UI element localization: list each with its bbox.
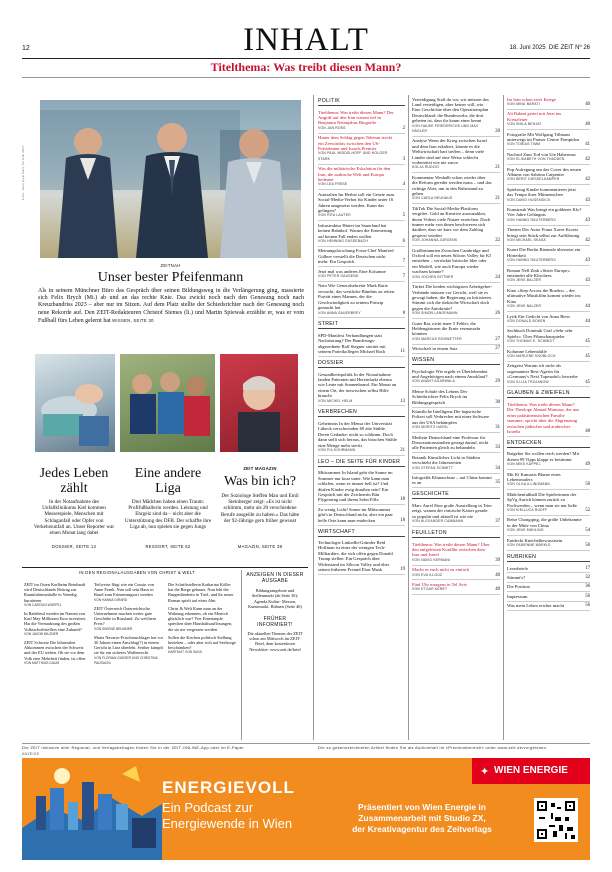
toc-entry-text: Kunst Die Berlin Biennale übersetzt ein Hörterkeit <box>507 247 581 258</box>
toc-entry[interactable] <box>412 173 500 204</box>
toc-entry-author: VON FIA KOHRMANN <box>318 448 356 452</box>
toc-entry-text: Stimmt's? <box>507 574 526 580</box>
regional-col2 <box>94 582 164 669</box>
toc-entry[interactable] <box>507 347 590 362</box>
toc-entry[interactable] <box>412 319 500 345</box>
toc-entry-author: VON ILLIJA TROJANOW <box>507 379 549 384</box>
toc-entry-text: Spielzeug Kinder kommentieren jetzt das Tempo ihrer Mitmenschen <box>507 186 576 198</box>
toc-entry[interactable] <box>318 505 405 525</box>
column-politik <box>318 95 405 575</box>
toc-entry-page: 33 <box>495 445 500 451</box>
toc-entry-text: Macht es euch nicht zu einfach <box>412 567 470 573</box>
toc-entry-page: 17 <box>585 565 590 571</box>
toc-entry-text: Sachbuch Dominik Graf »Sehr sehr Spiele«. Über Filmschauspieler <box>507 328 573 339</box>
toc-entry-page: 7 <box>402 259 405 265</box>
teaser3-text: Der Soziologe Steffen Mau und Emil Steinberger zeigt: »Es ist nicht schlimm, mehr als 20 verschiedene Berufe ausgeübt zu haben.« Das hätte der 92-Jährige gern früher gewusst <box>220 493 300 524</box>
toc-entry[interactable] <box>412 345 500 354</box>
toc-entry-author: VON MICHEL HELM <box>318 398 353 403</box>
toc-entry[interactable] <box>507 490 590 516</box>
toc-entry-author: VON ANANT AGARWALA <box>412 379 455 384</box>
toc-entry-page: 2 <box>402 125 405 131</box>
toc-entry[interactable] <box>507 206 590 226</box>
toc-entry[interactable] <box>507 536 590 551</box>
regional-col3 <box>168 582 236 659</box>
toc-entry-text: Was mein Leben reicher macht <box>507 603 565 609</box>
column-feuilleton <box>507 95 590 611</box>
toc-entry-author: VON JOHANNA JÜRGENS <box>412 238 458 243</box>
newsletter-text[interactable]: Die aktuellen Themen der ZEIT schon am Mittwoch im ZEIT-Brief, dem kostenlosen Newsletter: www.zeit.de/brief <box>247 630 303 652</box>
toc-entry-text: Infrastruktur Hinter im Sauerland hat keinen Bahnhof. Warum die Erneuerung auf keinen Fall enden wollen <box>318 222 393 239</box>
toc-entry-page: 45 <box>585 379 590 385</box>
regional-item[interactable]: ZEIT Schweiz Die bilateralen Abkommen zwischen der Schweiz und der EU stehen. Ob sie vor dem Volk eine Mehrheit finden, ist offen VON MATTHIAS DAUM <box>24 640 86 665</box>
toc-entry-author: VON BERIT DIESSELKÄMPER <box>507 177 560 182</box>
toc-entry-text: Technologie LinkedIn-Gründer Reid Hoffman ist einer der wenigen Tech-Milliardäre, die sich offen gegen Donald Trump stellen. Ein Gespräch über Widerstand im Silicon Valley und über seinen früheren Freund Elon Musk <box>318 540 393 573</box>
toc-entry[interactable] <box>507 246 590 266</box>
toc-entry-text: Titelthema: Was treibt diesen Mann? Der Angriff auf den Iran warum tief in Benjamin Netanjahus Biografie <box>318 109 394 126</box>
section-streit-heading: STREIT <box>318 321 405 329</box>
toc-entry[interactable] <box>507 266 590 286</box>
toc-entry-author: VON DONALD BOKEN <box>507 318 546 323</box>
toc-entry[interactable] <box>318 469 405 505</box>
teaser3-magazine: ZEIT MAGAZIN <box>243 466 277 471</box>
toc-entry[interactable] <box>507 450 590 470</box>
toc-entry-page: 36 <box>585 584 590 590</box>
toc-entry-page: 4 <box>402 182 405 188</box>
toc-entry-page: 52 <box>585 508 590 514</box>
section-politik-heading: POLITIK <box>318 98 405 106</box>
toc-entry-page: 44 <box>585 318 590 324</box>
toc-entry-text: Roman Nell Zink »Sister Europe« entzündet alle Klischees <box>507 267 570 279</box>
lead-body: Als in seinem Münchner Büro das Gespräch über seinen Bildungsweg in die Verlängerung ging, massierte sich Felix Brych (Mi.) ab und an das rechte Knie. Das zwickt noch nach den Genesung noch nach Kreuzbandriss 2023 – aber nur im Sitzen. Auf dem Platz stellte der Schiedsrichter nach der Genesung noch neue Rekorde auf. Den ZEIT-Redakteuren Christof Siemes (li.) und Martin Spiewak erzählte er, was er vom Fußball fürs Leben gelernt hat <box>38 288 304 324</box>
toc-entry-text: Australien Im Herbst soll ein Gesetz zum Social-Media-Verbot für Kinder unter 16 Jahren umgesetzt werden. Kann das gelingen? <box>318 191 395 213</box>
toc-entry-page: 22 <box>495 238 500 244</box>
toc-entry-page: 43 <box>585 258 590 264</box>
toc-entry-page: 48 <box>585 429 590 434</box>
regional-item[interactable]: Sollen die Kirchen politisch Stellung beziehen – oder aber sich auf Seelsorge beschränken? HARTMUT VON SASS <box>168 634 236 655</box>
toc-entry-page: 3 <box>402 156 405 162</box>
toc-entry[interactable] <box>507 564 590 573</box>
toc-entry-text: Guter Rat, nicht teuer 5 Fehler, die Heldengärtnern die Ernte vermasseln könnten <box>412 320 481 337</box>
teaser3-photo <box>220 354 298 452</box>
toc-entry-page: 30 <box>495 399 500 405</box>
toc-entry-author: VON HANNO RAUTERBERG <box>507 258 557 263</box>
toc-entry[interactable] <box>507 165 590 185</box>
issue-info <box>510 45 590 51</box>
toc-entry-page: 7 <box>402 274 405 280</box>
toc-entry-author: VON HANNO RAUTERBERG <box>507 217 557 222</box>
toc-entry[interactable] <box>412 367 500 387</box>
toc-entry-text: Impressum <box>507 593 528 599</box>
toc-entry[interactable] <box>318 267 405 282</box>
toc-entry-page: 32 <box>585 574 590 580</box>
issue-date: 18. Juni 2025 <box>509 45 546 51</box>
toc-entry-text: Jetzt mal was anderes Eine Kolumne <box>318 268 386 274</box>
toc-entry-text: Lyrik Ein Gedicht von Anna Biers <box>507 313 570 319</box>
toc-entry-author: VON THOMAS E. SCHMIDT <box>507 339 555 344</box>
toc-entry-author: VON ETGAR KERET <box>412 587 448 592</box>
toc-entry-page: 21 <box>400 448 405 453</box>
toc-entry-page: 37 <box>495 519 500 525</box>
lead-tag: ZEITNAH <box>160 263 181 268</box>
toc-entry-text: Meine Schule des Lebens Der Schiedsrichter Felix Brych im Bildungsgespräch <box>412 388 468 405</box>
teaser2-text: Drei Mädchen haben einen Traum: Profifußballerin werden. Leistung und Ehrgeiz sind da – nicht aber die Unterstützung des DFB. Der schaffte ihre Liga ab, nun spielen sie gegen Jungs <box>124 499 212 530</box>
toc-entry-page: 21 <box>495 196 500 202</box>
toc-entry-page: 18 <box>400 497 405 503</box>
toc-entry[interactable] <box>412 566 500 581</box>
toc-entry-author: VON MIKE KAPPEL <box>507 462 541 467</box>
toc-entry-author: VON SHILA BEHJAT <box>507 122 542 127</box>
toc-entry[interactable] <box>318 108 405 134</box>
toc-entry-text: Botanik Künstliches Licht in Städten verschiebt die Jahreszeiten <box>412 454 480 466</box>
toc-entry[interactable] <box>507 583 590 592</box>
toc-entry-author: VON MORITZ HAESL <box>412 425 449 430</box>
lead-photo-credit: Foto: Jens Gyarmaty für DIE ZEIT <box>21 145 25 200</box>
toc-entry-page: 40 <box>495 587 500 593</box>
toc-entry[interactable] <box>318 282 405 318</box>
section-wirtschaft-heading: WIRTSCHAFT <box>318 529 405 537</box>
toc-entry-text: Psychologie Wie ergeht es Überlebenden und Angehörigen nach einem Amoklauf? <box>412 368 488 379</box>
toc-entry-author: VON CARLA NEUHAUS <box>412 196 453 201</box>
toc-entry-text: Im Iran schon zwei Kriege <box>507 96 556 102</box>
toc-entry-text: Leserbriefe <box>507 565 528 571</box>
toc-entry-text: Geheimnis In der Mensa der Universität Lübeck verschwinden 69 alte Stühle. Deren Gedanke: nicht so schlimm. Doch dann stellt sich heraus, das bisschen Stühle eine Menge mehr steckt <box>318 420 397 448</box>
teaser2-headline[interactable]: Eine andere Liga <box>134 466 202 496</box>
toc-entry-page: 45 <box>585 339 590 345</box>
toc-entry-text: Kunstraub Was bringt ein goldenes Klo? Vier Jahre Gefängnis <box>507 207 582 218</box>
toc-entry-text: Fotografie Mit Wolfgang Tillmans unterwegs im Pariser Centre Pompidou <box>507 131 580 142</box>
toc-entry-page: 49 <box>585 462 590 468</box>
toc-entry[interactable] <box>412 540 500 566</box>
teaser3-ref[interactable]: MAGAZIN, SEITE 38 <box>237 544 283 549</box>
toc-entry-author: VON MINU BARATI <box>507 101 540 106</box>
toc-entry-page: 21 <box>495 165 500 171</box>
toc-entry-text: Entdeckt Knöchelbewusstsein <box>507 537 563 543</box>
toc-entry-page: 8 <box>402 310 405 316</box>
toc-entry-page: 11 <box>400 349 405 355</box>
toc-entry-author: VON FABIENNE MÄRKLE <box>507 543 551 548</box>
toc-entry-author: VON ANNA SAUERBREY <box>318 310 361 315</box>
toc-entry-text: Titelthema: Was treibt diesen Mann? Die Theologe Ahmad Mansour, der aus einer palästinensischen Familie stammte, spricht über die Abgrenzung zwischen jüdischer und arabischer Israelis <box>507 401 580 434</box>
toc-entry-page: 13 <box>400 398 405 404</box>
toc-entry-text: Gesundheitspolitik In der Notaufnahme landen Patienten mit Herzinfarkt ebenso wie Leute mit Sonnenbrand. Ein Monat an einem Ort, der inzwischen selbst Hilfe braucht <box>318 371 397 399</box>
section-leo-heading: LEO – DIE SEITE FÜR KINDER <box>318 459 405 467</box>
toc-entry[interactable] <box>412 204 500 246</box>
advertisement[interactable] <box>22 758 590 860</box>
toc-entry-text: Wirtschaft in einem Satz <box>412 346 458 352</box>
anzeigen-heading: ANZEIGEN IN DIESER AUSGABE <box>246 572 304 584</box>
toc-entry[interactable] <box>507 110 590 130</box>
toc-entry[interactable] <box>507 312 590 327</box>
section-wissen-heading: WISSEN <box>412 357 500 365</box>
toc-entry-page: 29 <box>495 379 500 385</box>
section-dossier-heading: DOSSIER <box>318 360 405 368</box>
page-title: INHALT <box>243 22 369 58</box>
toc-entry-text: Künstliche Intelligenz Die hapsrische Polizei soll Verbrecher mit einer Software aus der USA bekämpfen <box>412 409 490 425</box>
toc-entry-author: VON STEFAN SCHMITT <box>412 465 454 470</box>
toc-entry[interactable] <box>507 185 590 205</box>
regional-col1 <box>24 582 90 669</box>
toc-entry[interactable] <box>507 130 590 150</box>
toc-entry-text: Infografik Klimaschutz – auf China kommt es an <box>412 475 492 486</box>
teaser3-headline[interactable]: Was bin ich? <box>224 474 296 489</box>
toc-entry-page: 50 <box>585 482 590 488</box>
toc-entry-author: VON MICHAEL SKASA <box>507 238 546 243</box>
toc-entry-page: 40 <box>585 101 590 107</box>
toc-entry-text: Zu wenig Licht! Sonne im Mittsommer gibt's in Deutschland nicht, aber ein paar helle Orte kann man entdecken <box>318 506 393 523</box>
ad-brand: WIEN ENERGIE <box>494 765 568 776</box>
toc-entry[interactable] <box>412 95 500 137</box>
toc-entry-author: VON HAUKE FRIEDERICHS UND MAX HÄGLER <box>412 123 479 133</box>
toc-entry-author: VON LEA FRESE <box>318 182 348 187</box>
toc-entry-text: Pop Aufregung um das Cover des neuen Albums von Sabrina Carpenter <box>507 166 581 177</box>
toc-entry-text: Die Position <box>507 584 530 590</box>
ad-title: ENERGIEVOLL <box>162 778 295 797</box>
toc-entry-text: SPD-Manifest Verhandlungen statt Nachrüstung? Der Bundestags-abgeordnete Ralf Stegner streitet mit seinem Parteikollegen Michael Roth <box>318 332 386 355</box>
toc-entry-text: Theater Der Autor Franz Xaver Kroetz bringt sein Stück selbst zur Aufführung <box>507 227 580 238</box>
teaser2-ref[interactable]: RESSORT, SEITE 52 <box>145 544 191 549</box>
toc-entry-text: Kolumne Lebenshilfe <box>507 348 547 354</box>
toc-entry[interactable] <box>318 247 405 267</box>
toc-entry-page: 27 <box>495 346 500 352</box>
teaser1-text: In der Notaufnahme des Unfallklinikums Kiel kommen Messerspiele, Menschen mit Schlaganfall oder Opfer von Verkehrsunfall an. Unser Reporter war einen Monat lang dabei <box>33 499 115 537</box>
toc-entry-author: VON MARCUS ROHWETTER <box>412 336 462 341</box>
toc-entry-page: 43 <box>585 278 590 284</box>
toc-entry[interactable] <box>507 362 590 388</box>
toc-entry-text: Kommentar Weshalb schon wieder über die Reform geredet werden muss – und das richtige Alter, um in den Ruhestand zu gehen <box>412 174 492 196</box>
toc-entry-author: VON ALEXANDER CAMMANN <box>412 519 464 524</box>
column-wirtschaft <box>412 95 500 595</box>
toc-entry-text: Medizin Deutschland eine Professur für Dissoziationsstudien getragt darauf, nicht alle Patienten gleich zu behandeln <box>412 434 489 451</box>
toc-entry-author: VON NAVID KERMANI <box>412 557 451 562</box>
ad-sponsor-text: Präsentiert von Wien Energie in Zusammenarbeit mit Studio ZX, der Kreativagentur des Zeitverlags <box>352 802 492 834</box>
toc-entry-author: VON RITA LAUTER <box>318 213 351 218</box>
section-feuilleton-heading: FEUILLETON <box>412 530 500 538</box>
toc-entry[interactable] <box>412 433 500 453</box>
ad-illustration <box>22 758 162 860</box>
regional-item[interactable]: Die Schriftstellerin Katharina Köller hat die Berge gebauer. Nun lebt die Burgenländerin in Tirol, und ihr neuer Roman spielt auf einer Alm <box>168 582 234 603</box>
page-number: 12 <box>22 45 30 52</box>
toc-entry[interactable] <box>318 331 405 357</box>
section-verbrechen-heading: VERBRECHEN <box>318 409 405 417</box>
toc-entry-text: Nato Wie Generalsekretär Mark Rutte versucht, das westliche Bündnis zu retten. Porträt eines Mannes, der die Geschwindigkeit zu seinem Prinzip gemacht hat <box>318 283 396 311</box>
toc-entry-author: VON PAUL MIDDELHOFF UND HOLGER STARK <box>318 151 388 161</box>
toc-entry-author: VON JAN ROSS <box>318 125 346 130</box>
toc-entry-text: Meinungsforschung Forsa-Chef Manfred Güllner verstellt die Deutschen nicht mehr. Ein Gespräch <box>318 248 394 265</box>
toc-entry-text: Großbritannien Zwischen Cambridge und Oxford soll ein neues Silicon Valley für KI entstehen – verrückte britische Idee oder ein Modell, wie auch Europa wieder wachsen könnte? <box>412 247 491 275</box>
toc-entry-page: 26 <box>495 311 500 317</box>
toc-entry[interactable] <box>318 419 405 455</box>
toc-entry[interactable] <box>318 134 405 165</box>
toc-entry-page: 42 <box>585 177 590 183</box>
ad-brand-bar <box>472 758 590 784</box>
ad-subtitle-2: Energiewende in Wien <box>162 816 293 831</box>
ad-qr-code[interactable] <box>534 798 578 842</box>
toc-entry-page: 20 <box>495 128 500 134</box>
toc-entry-author: VON EVA ILLOUZ <box>412 572 443 577</box>
toc-entry-text: Türkei Die beiden wichtigsten Arbeitgeber-Verbände müssen vor Gericht, weil sie es gewagt haben, die Regierung zu kritisieren. Stimmt sich die türkische Wirtschaft doch gegen die Autokratie? <box>412 284 493 311</box>
toc-entry[interactable] <box>507 400 590 436</box>
toc-entry-author: VON DAVID HUGENDICK <box>507 197 551 202</box>
toc-entry[interactable] <box>412 474 500 489</box>
toc-entry[interactable] <box>318 539 405 575</box>
teaser1-ref[interactable]: DOSSIER, SEITE 13 <box>51 544 97 549</box>
toc-entry-author: VON PETER DAUSEND <box>318 274 359 279</box>
toc-entry-page: 42 <box>585 157 590 163</box>
toc-entry-text: Was die militärische Eskalation für den Iran, die arabische Welt und Europa bedeutet <box>318 166 391 182</box>
newsletter-heading: FRÜHER INFORMIERT! <box>257 615 293 628</box>
toc-entry-page: 43 <box>585 197 590 203</box>
section-glauben-heading: GLAUBEN & ZWEIFELN <box>507 390 590 398</box>
ad-subtitle-1: Ein Podcast zur <box>162 800 254 815</box>
qr-code-icon <box>537 801 575 839</box>
toc-entry-text: Marc Aurel Eine große Ausstellung in Trier zeigt, warum der römische Kaiser gerade so populär und aktuell ist wie nie <box>412 502 492 519</box>
teaser1-photo <box>35 354 115 452</box>
toc-entry-text: Fünf Uhr morgens in Tel Aviv <box>412 581 468 587</box>
regional-item[interactable]: In Radebeul werden im Namen von Karl May Millionen Euro investiert. Hat die Vermarktung des großen Volksschriftstellers eine Zukunft? VON JAKOB MILZNER <box>24 611 87 636</box>
toc-entry-page: 34 <box>495 465 500 471</box>
toc-entry-author: VON KIM-LUCA RUDFF <box>507 508 548 513</box>
toc-entry-page: 56 <box>585 543 590 549</box>
toc-entry-page: 40 <box>585 122 590 128</box>
ad-brand-icon: ✦ <box>480 766 490 778</box>
toc-entry-text: Verteidigung Stoß du vor, wir müssen das Land verteidigen, aber keiner will, wie. Eine Geschichte über den Operationsplan Deutschland: die Bundeswehr, die dort gebeten ist, dass ihr kaum einer kennt <box>412 96 489 124</box>
toc-entry[interactable] <box>318 190 405 221</box>
toc-entry-text: Ali Rahmi geriet mit Jetzt ins Kreuzfeuer <box>507 111 562 122</box>
toc-entry-text: Kino »Step Across the Border« – der ultimative Musikfilm kommt wieder ins Kino <box>507 287 581 304</box>
theme-line: Titelthema: Was treibt diesen Mann? <box>210 60 402 74</box>
toc-entry-text: Titelthema: Was treibt diesen Mann? Über den aufgelösten Konflikt zwischen dem Iran und Israel <box>412 541 490 558</box>
toc-entry-page: 5 <box>402 213 405 219</box>
toc-entry-page: 43 <box>585 217 590 223</box>
toc-entry[interactable] <box>318 165 405 191</box>
toc-entry[interactable] <box>507 150 590 165</box>
anzeigen-text: Bildungsangebote und Stellenmarkt (ab Seite 36); Agenda Kultur- Messen, Kunstmarkt, Bühnen (Seite 46) <box>248 588 302 610</box>
toc-entry[interactable] <box>318 221 405 247</box>
regional-item[interactable]: Christ & Welt Kann man an der Wahrung erkennen, ob ein Mensch glücklich war? Vier Emerianpfe sprechen über Haushaltsauflösungen, die sie nie vergessen werden <box>168 605 233 632</box>
toc-entry-page: 54 <box>585 528 590 534</box>
toc-entry-author: VON HENNING SUSSEBACH <box>318 239 368 244</box>
toc-entry[interactable] <box>507 327 590 347</box>
toc-entry-text: Reise Chongqing, die größe Unbekannte in der Mitte von China <box>507 517 582 528</box>
toc-entry-page: 27 <box>495 336 500 342</box>
toc-entry[interactable] <box>412 580 500 595</box>
toc-entry-page: 56 <box>585 603 590 609</box>
toc-entry-text: Nachruf Zum Tod von Ute Habermas <box>507 151 576 157</box>
toc-entry[interactable] <box>412 387 500 407</box>
toc-entry-page: 35 <box>495 480 500 486</box>
toc-entry-author: VON JENS BALZER <box>507 304 542 309</box>
anzeigen-box <box>245 572 305 652</box>
toc-entry-text: Analyse Wenn der Krieg zwischen Israel und dem Iran eskaliert, könnte es die Weltwirtschaft hart treffen – denn viele Länder sind auf eine Weise schlecht vorbereitet wie nie zuvor <box>412 138 487 165</box>
toc-entry[interactable] <box>318 370 405 406</box>
teaser1-headline[interactable]: Jedes Leben zählt <box>39 466 109 496</box>
toc-entry[interactable] <box>507 573 590 582</box>
toc-entry[interactable] <box>507 602 590 611</box>
toc-entry-author: VON TOBIAS TIMM <box>507 142 541 147</box>
regional-item[interactable]: ZEIT im Osten Karlheim Reinhardt wird Deutschlands Beitrag zur Raumfahrtmedaille in Venedig kuratieren VON CAROLIN WÜRFEL <box>24 582 86 607</box>
toc-entry-text: Mittsommer In Island geht die Sonne im Sommer nur kurz unter. Wie kann man schlafen, wenn es immer hell ist? Und dürfen Kinder ewig draußen sein? Ein Gespräch mit der Zeichnerin Rán Flygenring und ihrem Sohn Fífla <box>318 470 393 503</box>
toc-entry[interactable] <box>507 226 590 246</box>
toc-entry-page: 24 <box>495 274 500 280</box>
toc-entry-page: 6 <box>402 239 405 245</box>
toc-entry-page: 18 <box>400 517 405 523</box>
toc-entry-author: VON JOCHEN BITTNER <box>412 274 454 279</box>
regional-item[interactable]: ZEIT Österreich Österreichische Unternehmen machen weiter gute Geschäfte in Russland. Zu welchem Preis? VON SIMONE BRUNNER <box>94 605 156 631</box>
toc-entry[interactable] <box>412 283 500 319</box>
regional-item[interactable]: Maria Navarro-Frischenschlager hat vor 30 Jahren einen Anschlag(?) in einem Gericht in Linz überlebt. Seither kämpft sie für ein sicheres Waffenrecht VON FLORIAN GASSER UND CHRISTINA PAUSACKL <box>94 634 164 665</box>
section-rubriken-heading: RUBRIKEN <box>507 554 590 562</box>
toc-entry-page: 39 <box>495 557 500 563</box>
regional-heading: IN DEN REGIONALAUSGABEN VON CHRIST & WELT <box>79 570 195 575</box>
lead-text <box>38 288 304 325</box>
toc-entry-author: VON JENS MÜHLING <box>507 528 544 533</box>
toc-entry-page: 44 <box>585 304 590 310</box>
toc-entry[interactable] <box>412 453 500 473</box>
toc-entry-text: Mädchenfußball Die Spielerinnen der SpVg Aurich können zurück zu Profiwerden – wenn man sie nur ließe <box>507 491 577 508</box>
toc-entry[interactable] <box>507 95 590 110</box>
toc-entry-page: 19 <box>400 567 405 573</box>
toc-entry[interactable] <box>412 408 500 434</box>
toc-entry-page: 40 <box>495 572 500 578</box>
lead-ref[interactable]: WISSEN, SEITE 30 <box>112 317 154 323</box>
toc-entry-author: KOLJA RUDZIO <box>412 165 439 170</box>
toc-entry-text: TikTok Die Social-Media-Plattform vergiftet. Geld an Kreative auszuzahlen, deren Videos viele Nutzer erreichen. Doch immer mehr von ihnen beschweren sich darüber, dass sie kurz vor dem Zahltag gesperrt würden <box>412 205 491 238</box>
toc-entry-page: 41 <box>585 142 590 148</box>
toc-entry-text: Ratgeber Sie wollen reich werden? Mit diesen 99 Tipps klappt es bestimmt <box>507 451 580 462</box>
lead-photo <box>40 100 301 258</box>
toc-entry-text: Mit Kl Kumasis Blume eines Lebensmalers <box>507 471 561 483</box>
toc-entry-author: VON SIMON LANGEMANN <box>412 311 458 316</box>
section-geschichte-heading: GESCHICHTE <box>412 491 500 499</box>
toc-entry-author: VON OLGA ILLINGMANN <box>507 482 550 487</box>
toc-entry[interactable] <box>507 470 590 490</box>
toc-entry-author: VON ELISABETH VON THADDEN <box>507 157 565 162</box>
toc-entry[interactable] <box>507 516 590 536</box>
toc-entry-author: VON JENS BALZER <box>507 278 542 283</box>
toc-entry-page: 45 <box>585 353 590 359</box>
footer-left: Die ZEIT inklusive aller Regional- und Verlagsbeilagen finden Sie in der ZEIT ONLINE-App oder im E-Paper <box>22 745 245 750</box>
section-entdecken-heading: ENTDECKEN <box>507 440 590 448</box>
toc-entry[interactable] <box>412 501 500 527</box>
regional-item[interactable]: Teilweise flügt wie ein Cousin von Anne Frank. Nun soll sein Haus in Basel zum Erinnerungsort werden VON HANNA GIRARD <box>94 582 154 602</box>
paper-name: DIE ZEIT Nº 26 <box>548 45 590 51</box>
teaser2-photo <box>120 354 215 452</box>
footer-right: Die so gekennzeichneten Artikel finden Sie als Audioinhalt im »Premiumbereich« unter www.zeit.de/vorgelesen <box>318 745 547 750</box>
ad-label: ANZEIGE <box>22 752 40 756</box>
toc-entry[interactable] <box>507 286 590 312</box>
toc-entry-page: 42 <box>585 238 590 244</box>
toc-entry[interactable] <box>412 137 500 173</box>
toc-entry-page: 56 <box>585 593 590 599</box>
toc-entry-page: 31 <box>495 425 500 431</box>
lead-headline[interactable]: Unser bester Pfeifenmann <box>97 270 244 285</box>
toc-entry[interactable] <box>412 246 500 282</box>
toc-entry-text: Hinter dem Schlag gegen Teheran steckt ein Zerwürfnis zwischen den US-Präsidenten und Israels Premier <box>318 135 393 151</box>
toc-entry-text: Zeitgeist Warum ich nicht als sogenannter Best-Agerin für »Germany's Next Topmodel« bewerbe <box>507 363 578 380</box>
toc-entry-author: VON MARLENE KNOBLOCH <box>507 353 556 358</box>
toc-entry[interactable] <box>507 592 590 601</box>
